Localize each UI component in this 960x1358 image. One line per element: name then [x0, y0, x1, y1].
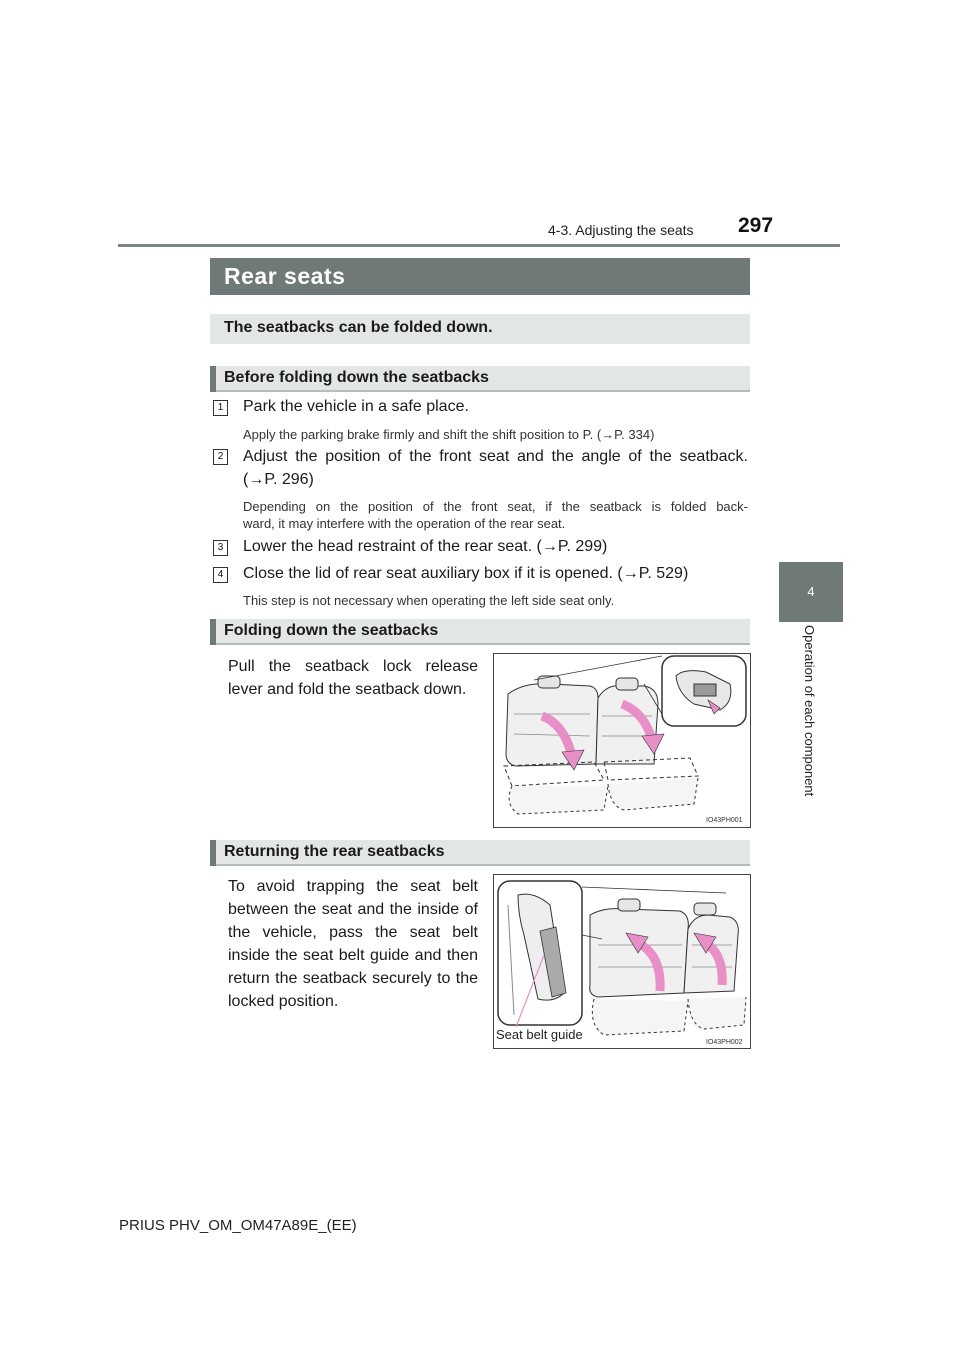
seat-belt-guide-label: Seat belt guide [496, 1027, 583, 1042]
header-rule [118, 244, 840, 247]
step-note-1: Apply the parking brake firmly and shift the shift position to P. (→P. 334) [243, 427, 655, 442]
heading-returning-text: Returning the rear seatbacks [224, 843, 445, 860]
step-note-2-line1: Depending on the position of the front seat, if the seatback is folded back- [243, 499, 748, 514]
heading-before-folding-text: Before folding down the seatbacks [224, 369, 489, 386]
intro-box [210, 314, 750, 344]
step-number-3: 3 [213, 540, 228, 556]
step-text-4: Close the lid of rear seat auxiliary box if it is opened. (→P. 529) [243, 565, 689, 582]
figure-returning-seatbacks [493, 874, 751, 1049]
figure-code-1: IO43PH001 [706, 817, 743, 824]
figure-code-2: IO43PH002 [706, 1039, 743, 1046]
step-text-1: Park the vehicle in a safe place. [243, 398, 469, 415]
section-title: 4-3. Adjusting the seats [548, 222, 694, 238]
heading-folding-text: Folding down the seatbacks [224, 622, 439, 639]
chapter-title: Operation of each component [802, 625, 817, 797]
returning-illustration [494, 875, 750, 1048]
step-text-2-line1: Adjust the position of the front seat and the angle of the seatback. [243, 448, 748, 465]
step-number-2: 2 [213, 449, 228, 465]
step-text-3: Lower the head restraint of the rear seat. (→P. 299) [243, 538, 608, 555]
intro-text: The seatbacks can be folded down. [224, 319, 493, 336]
heading-returning [210, 840, 750, 866]
chapter-number: 4 [807, 584, 815, 599]
figure-folding-seatbacks [493, 653, 751, 828]
step-note-4: This step is not necessary when operating the left side seat only. [243, 593, 615, 608]
step-text-2-line2: (→P. 296) [243, 471, 314, 488]
step-note-2-line2: ward, it may interfere with the operation of the rear seat. [243, 516, 566, 531]
heading-folding [210, 619, 750, 645]
chapter-tab [779, 562, 843, 622]
step-number-1: 1 [213, 400, 228, 416]
page-number: 297 [738, 214, 774, 237]
step-number-4: 4 [213, 567, 228, 583]
folding-illustration [494, 654, 750, 827]
folding-paragraph: Pull the seatback lock release lever and fold the seatback down. [228, 658, 478, 698]
page-title-bar [210, 258, 750, 295]
returning-paragraph: To avoid trapping the seat belt between the seat and the inside of the vehicle, pass the seat belt inside the seat belt guide and then return the seatback securely to the locked position. [228, 878, 478, 1010]
page-title: Rear seats [224, 263, 346, 289]
heading-before-folding [210, 366, 750, 392]
footer-doc-id: PRIUS PHV_OM_OM47A89E_(EE) [119, 1217, 357, 1234]
